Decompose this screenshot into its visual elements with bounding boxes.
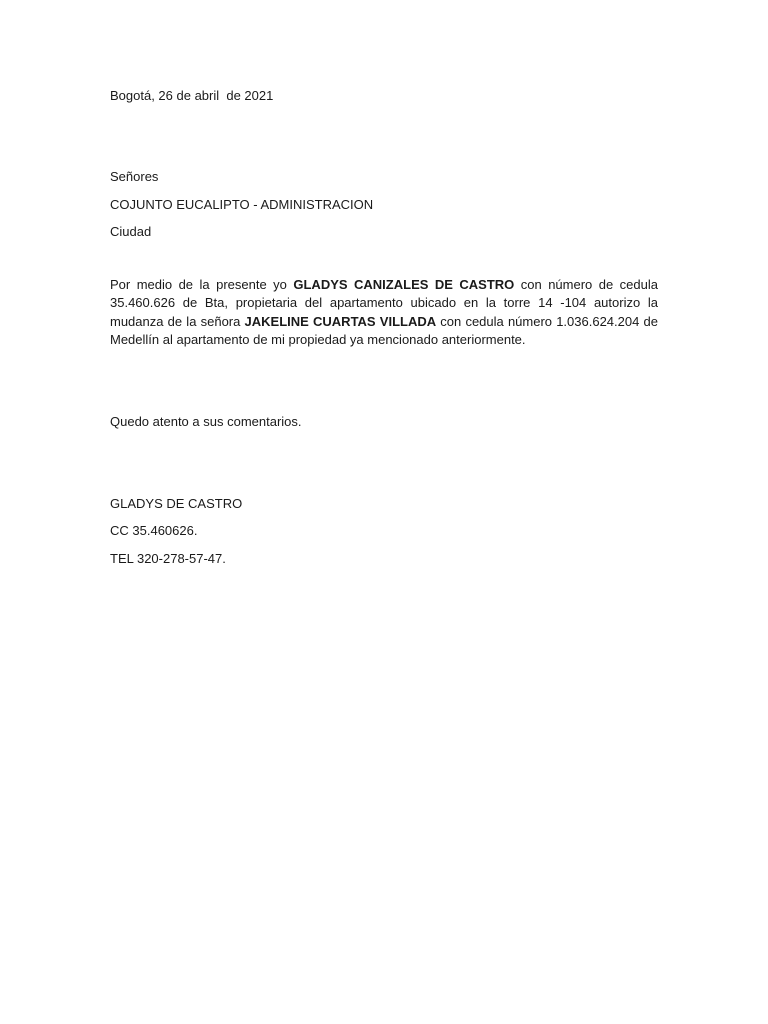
recipient: COJUNTO EUCALIPTO - ADMINISTRACION [110, 197, 374, 212]
signature-phone: TEL 320-278-57-47. [110, 551, 226, 566]
owner-name: GLADYS CANIZALES DE CASTRO [293, 277, 515, 292]
body-text-2: con número de cedula 35.460.626 de Bta, propietaria del apartamento ubicado en la torre 14 -104 autorizo la mudanza de la señora [110, 277, 658, 329]
city: Ciudad [110, 224, 152, 239]
signature-name: GLADYS DE CASTRO [110, 496, 243, 511]
body-paragraph [110, 276, 658, 349]
signature-id: CC 35.460626. [110, 523, 198, 538]
body-text-1: Por medio de la presente yo [110, 277, 294, 292]
body-text-3: con cedula número 1.036.624.204 de Medellín al apartamento de mi propiedad ya mencionado anteriormente. [110, 313, 658, 347]
salutation: Señores [110, 169, 159, 184]
tenant-name: JAKELINE CUARTAS VILLADA [244, 313, 437, 329]
closing: Quedo atento a sus comentarios. [110, 414, 302, 429]
date-line: Bogotá, 26 de abril de 2021 [110, 88, 274, 103]
